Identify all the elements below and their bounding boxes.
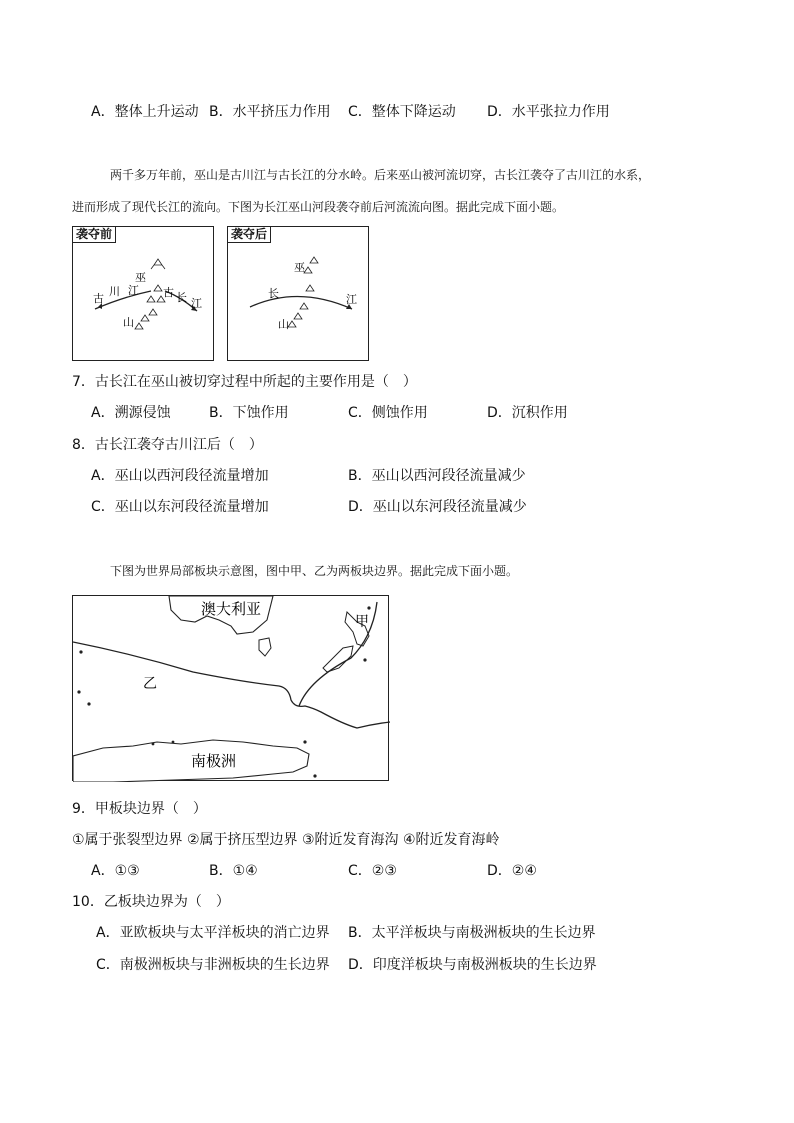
q8-stem: 8．古长江袭夺古川江后（ ） (72, 437, 263, 453)
q8-option-c[interactable]: C．巫山以东河段径流量增加 (91, 499, 269, 515)
label-antarctica: 南极洲 (191, 752, 237, 770)
before-label-chang: 长 (176, 291, 187, 304)
q7-stem: 7．古长江在巫山被切穿过程中所起的主要作用是（ ） (72, 374, 417, 390)
label-australia: 澳大利亚 (201, 600, 262, 618)
q9-stem: 9．甲板块边界（ ） (72, 801, 207, 817)
figure-before-tag: 袭夺前 (72, 226, 116, 243)
after-label-wu: 巫 (294, 261, 305, 274)
before-label-chuan: 川 (109, 285, 120, 298)
q7-option-c[interactable]: C．侧蚀作用 (348, 405, 428, 421)
q10-option-b[interactable]: B．太平洋板块与南极洲板块的生长边界 (348, 925, 596, 941)
before-label-gu2: 古 (163, 286, 174, 299)
before-label-jiang2: 江 (191, 297, 202, 310)
after-map (228, 227, 370, 362)
q7-option-a[interactable]: A．溯源侵蚀 (91, 405, 171, 421)
q9-option-c[interactable]: C．②③ (348, 863, 397, 879)
before-label-jiang: 江 (128, 284, 139, 297)
before-label-gu: 古 (93, 292, 104, 305)
before-map (73, 227, 215, 362)
q10-option-c[interactable]: C．南极洲板块与非洲板块的生长边界 (96, 957, 330, 973)
after-label-chang: 长 (268, 287, 279, 300)
q10-option-a[interactable]: A．亚欧板块与太平洋板块的消亡边界 (96, 925, 330, 941)
before-label-wu: 巫 (135, 271, 146, 284)
q8-option-a[interactable]: A．巫山以西河段径流量增加 (91, 468, 269, 484)
q8-option-d[interactable]: D．巫山以东河段径流量减少 (348, 499, 527, 515)
after-label-jiang: 江 (346, 293, 357, 306)
figure-after-tag: 袭夺后 (227, 226, 271, 243)
intro-paragraph-line2: 进而形成了现代长江的流向。下图为长江巫山河段袭夺前后河流流向图。据此完成下面小题。 (72, 200, 565, 214)
q7-option-b[interactable]: B．下蚀作用 (209, 405, 289, 421)
figure-before-capture (72, 226, 214, 361)
plate-boundary-map (72, 595, 389, 781)
q8-option-b[interactable]: B．巫山以西河段径流量减少 (348, 468, 526, 484)
q6-option-b[interactable]: B．水平挤压力作用 (209, 104, 331, 120)
before-label-shan: 山 (123, 316, 134, 329)
q10-stem: 10．乙板块边界为（ ） (72, 894, 230, 910)
q9-statements: ①属于张裂型边界 ②属于挤压型边界 ③附近发育海沟 ④附近发育海岭 (72, 832, 500, 848)
q6-option-a[interactable]: A．整体上升运动 (91, 104, 199, 120)
after-label-shan: 山 (278, 318, 289, 331)
q6-option-c[interactable]: C．整体下降运动 (348, 104, 456, 120)
q9-option-b[interactable]: B．①④ (209, 863, 258, 879)
q9-option-d[interactable]: D．②④ (487, 863, 537, 879)
q6-option-d[interactable]: D．水平张拉力作用 (487, 104, 610, 120)
figure-after-capture (227, 226, 369, 361)
q10-option-d[interactable]: D．印度洋板块与南极洲板块的生长边界 (348, 957, 597, 973)
q9-option-a[interactable]: A．①③ (91, 863, 140, 879)
label-boundary-yi: 乙 (143, 676, 157, 692)
intro2-paragraph: 下图为世界局部板块示意图，图中甲、乙为两板块边界。据此完成下面小题。 (110, 564, 519, 578)
intro-paragraph-line1: 两千多万年前，巫山是古川江与古长江的分水岭。后来巫山被河流切穿，古长江袭夺了古川江的水系， (110, 168, 651, 182)
label-boundary-jia: 甲 (355, 614, 369, 630)
q7-option-d[interactable]: D．沉积作用 (487, 405, 568, 421)
